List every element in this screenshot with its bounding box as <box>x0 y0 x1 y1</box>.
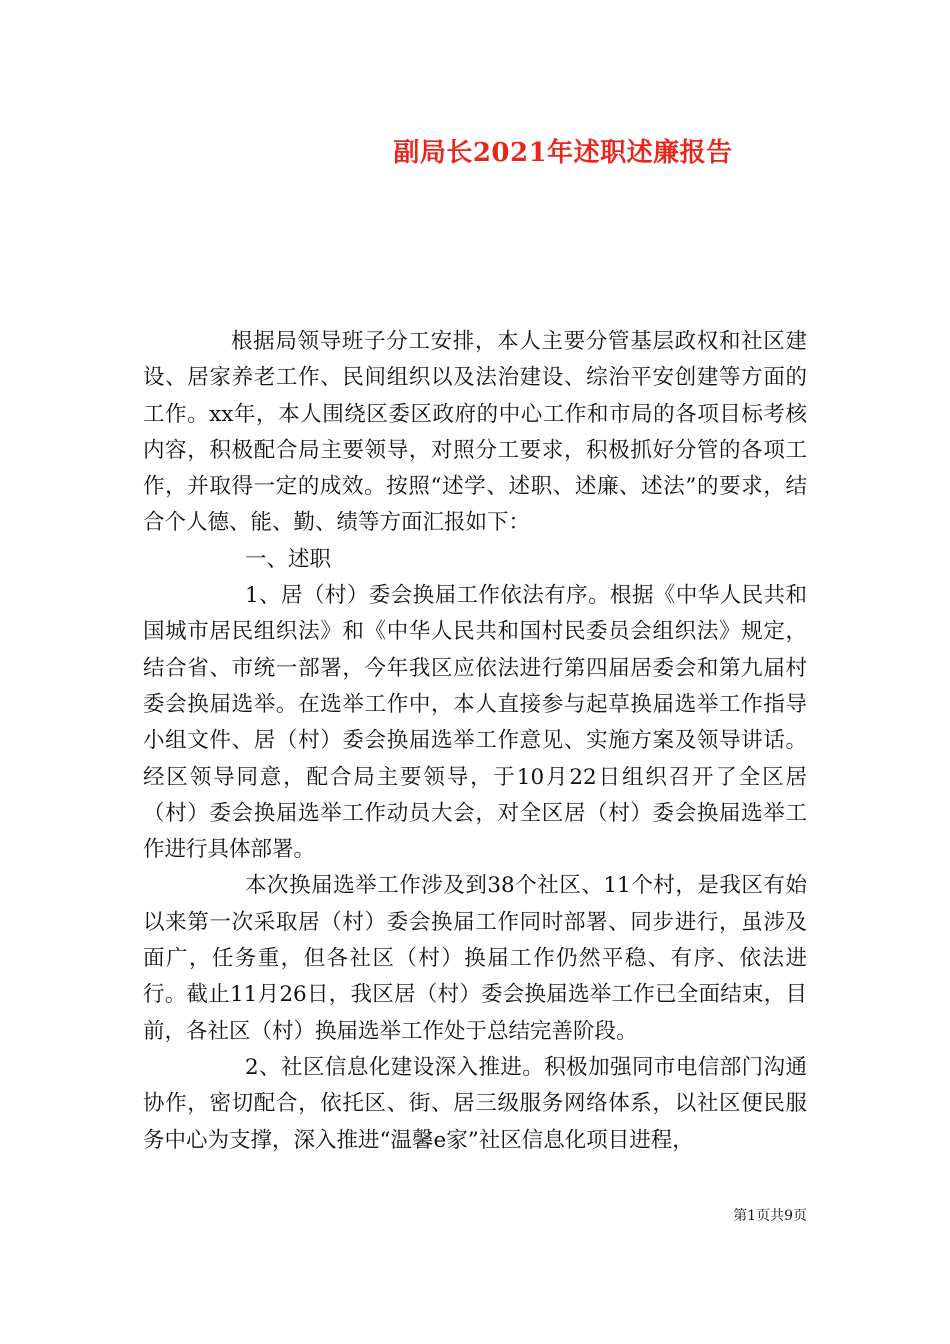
paragraph-intro: 根据局领导班子分工安排，本人主要分管基层政权和社区建设、居家养老工作、民间组织以及法治建设、综治平安创建等方面的工作。xx年，本人围绕区委区政府的中心工作和市局的各项目标考核内容，积极配合局主要领导，对照分工要求，积极抓好分管的各项工作，并取得一定的成效。按照“述学、述职、述廉、述法”的要求，结合个人德、能、勤、绩等方面汇报如下： <box>143 329 807 536</box>
paragraph-informatization: 2、社区信息化建设深入推进。积极加强同市电信部门沟通协作，密切配合，依托区、街、居三级服务网络体系，以社区便民服务中心为支撑，深入推进“温馨e家”社区信息化项目进程， <box>143 1054 807 1153</box>
paragraph-election-work: 1、居（村）委会换届工作依法有序。根据《中华人民共和国城市居民组织法》和《中华人民共和国村民委员会组织法》规定，结合省、市统一部署，今年我区应依法进行第四届居委会和第九届村委会换届选举。在选举工作中，本人直接参与起草换届选举工作指导小组文件、居（村）委会换届选举工作意见、实施方案及领导讲话。经区领导同意，配合局主要领导，于10月22日组织召开了全区居（村）委会换届选举工作动员大会，对全区居（村）委会换届选举工作进行具体部署。 <box>143 583 807 863</box>
page-footer: 第1页共9页 <box>733 1208 807 1224</box>
document-title <box>0 132 950 169</box>
section-heading-shuzhi: 一、述职 <box>245 546 332 572</box>
paragraph-election-scope: 本次换届选举工作涉及到38个社区、11个村，是我区有始以来第一次采取居（村）委会换届工作同时部署、同步进行，虽涉及面广，任务重，但各社区（村）换届工作仍然平稳、有序、依法进行。截止11月26日，我区居（村）委会换届选举工作已全面结束，目前，各社区（村）换届选举工作处于总结完善阶段。 <box>143 873 807 1044</box>
document-body <box>143 324 807 1159</box>
document-title-text: 副局长2021年述职述廉报告 <box>393 138 733 168</box>
